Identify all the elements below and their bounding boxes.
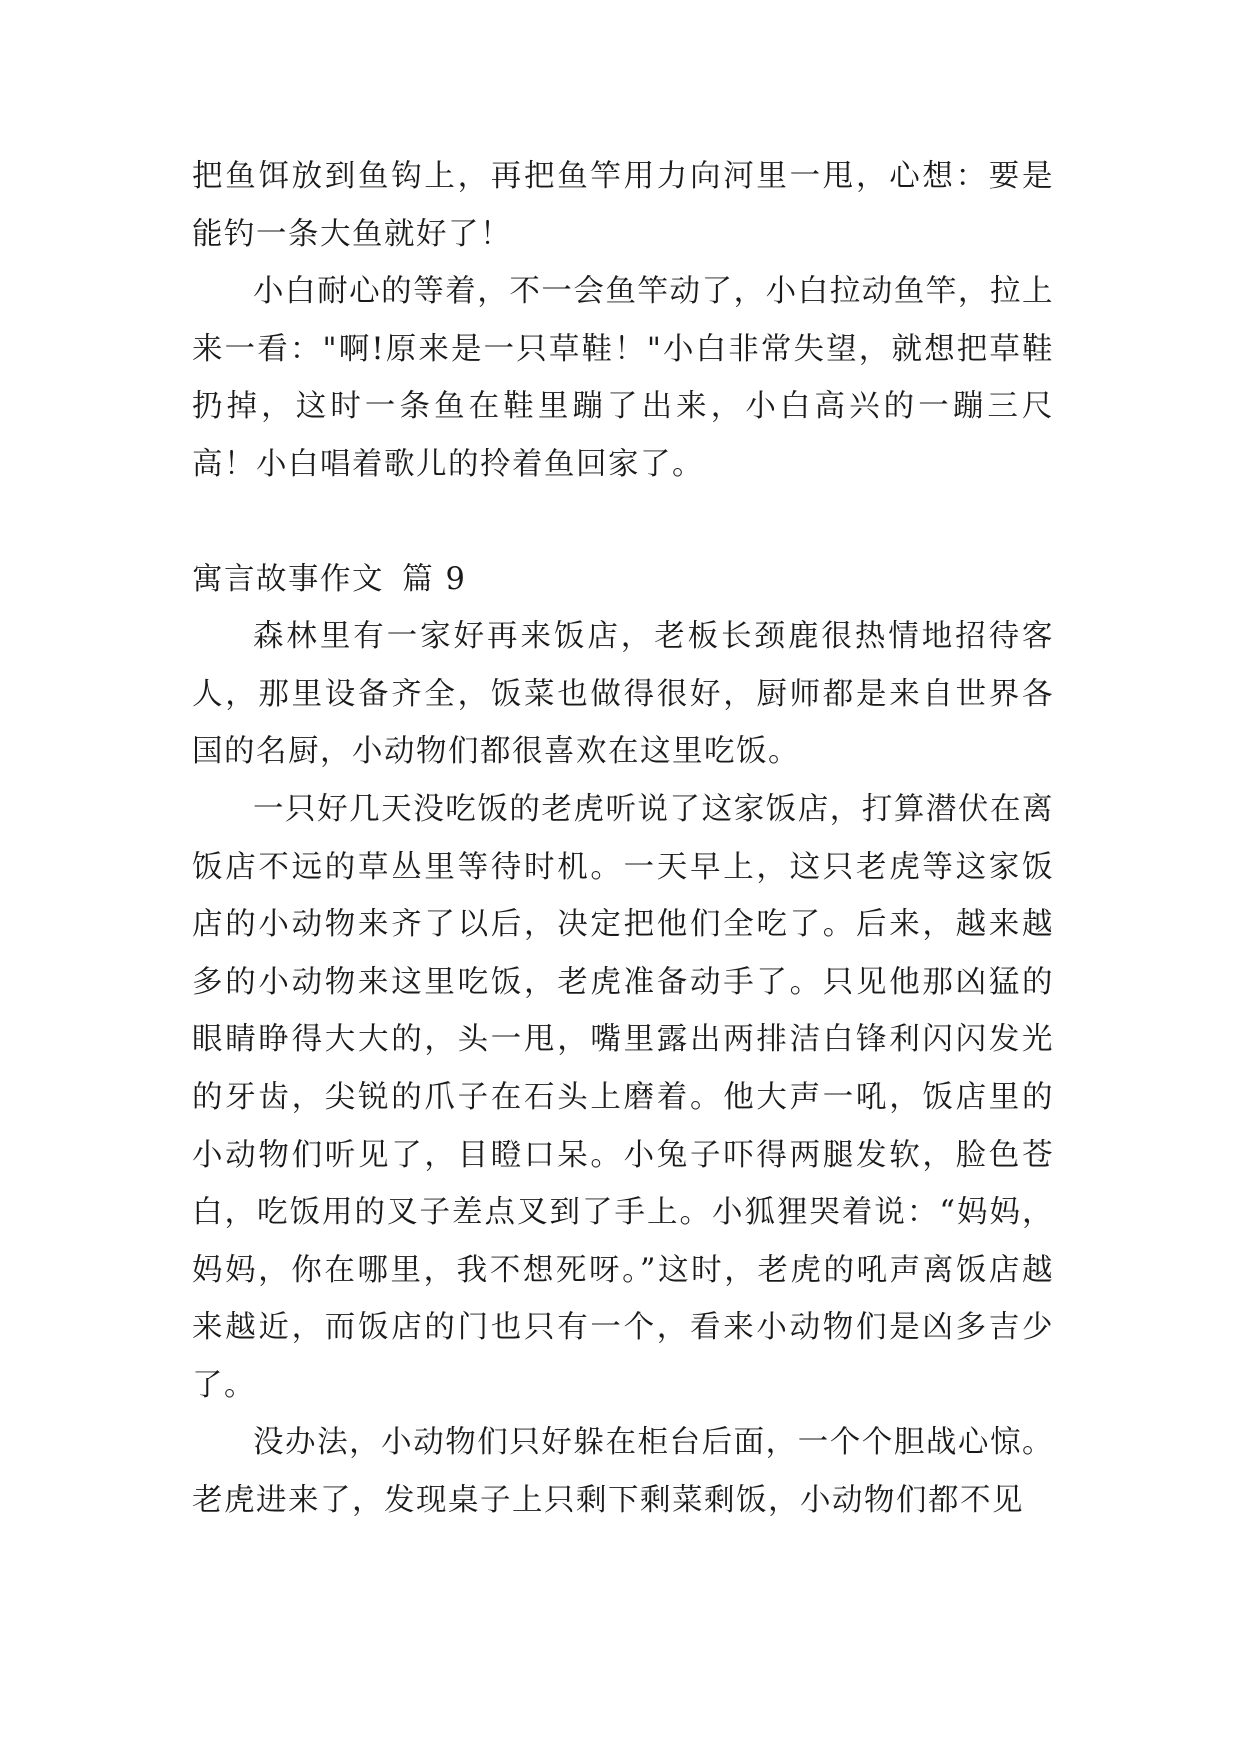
paragraph-tiger: 一只好几天没吃饭的老虎听说了这家饭店，打算潜伏在离饭店不远的草丛里等待时机。一天早上，这只老虎等这家饭店的小动物来齐了以后，决定把他们全吃了。后来，越来越多的小动物来这里吃饭，老虎准备动手了。只见他那凶猛的眼睛睁得大大的，头一甩，嘴里露出两排洁白锋利闪闪发光的牙齿，尖锐的爪子在石头上磨着。他大声一吼，饭店里的小动物们听见了，目瞪口呆。小兔子吓得两腿发软，脸色苍白，吃饭用的叉子差点叉到了手上。小狐狸哭着说：“妈妈，妈妈，你在哪里，我不想死呀。”这时，老虎的吼声离饭店越来越近，而饭店的门也只有一个，看来小动物们是凶多吉少了。 xyxy=(192,791,1054,1403)
heading-number: 篇 9 xyxy=(402,561,467,597)
section-heading xyxy=(192,551,1054,609)
paragraph-restaurant-intro: 森林里有一家好再来饭店，老板长颈鹿很热情地招待客人，那里设备齐全，饭菜也做得很好，厨师都是来自世界各国的名厨，小动物们都很喜欢在这里吃饭。 xyxy=(192,619,1054,770)
document-page xyxy=(192,148,1054,1530)
paragraph-fishing: 小白耐心的等着，不一会鱼竿动了，小白拉动鱼竿，拉上来一看："啊!原来是一只草鞋！"小白非常失望，就想把草鞋扔掉，这时一条鱼在鞋里蹦了出来，小白高兴的一蹦三尺高！小白唱着歌儿的拎着鱼回家了。 xyxy=(192,274,1054,482)
paragraph-hiding: 没办法，小动物们只好躲在柜台后面，一个个胆战心惊。老虎进来了，发现桌子上只剩下剩菜剩饭，小动物们都不见 xyxy=(192,1425,1054,1519)
heading-title: 寓言故事作文 xyxy=(192,561,384,597)
paragraph-continued: 把鱼饵放到鱼钩上，再把鱼竿用力向河里一甩，心想：要是能钓一条大鱼就好了！ xyxy=(192,159,1054,252)
